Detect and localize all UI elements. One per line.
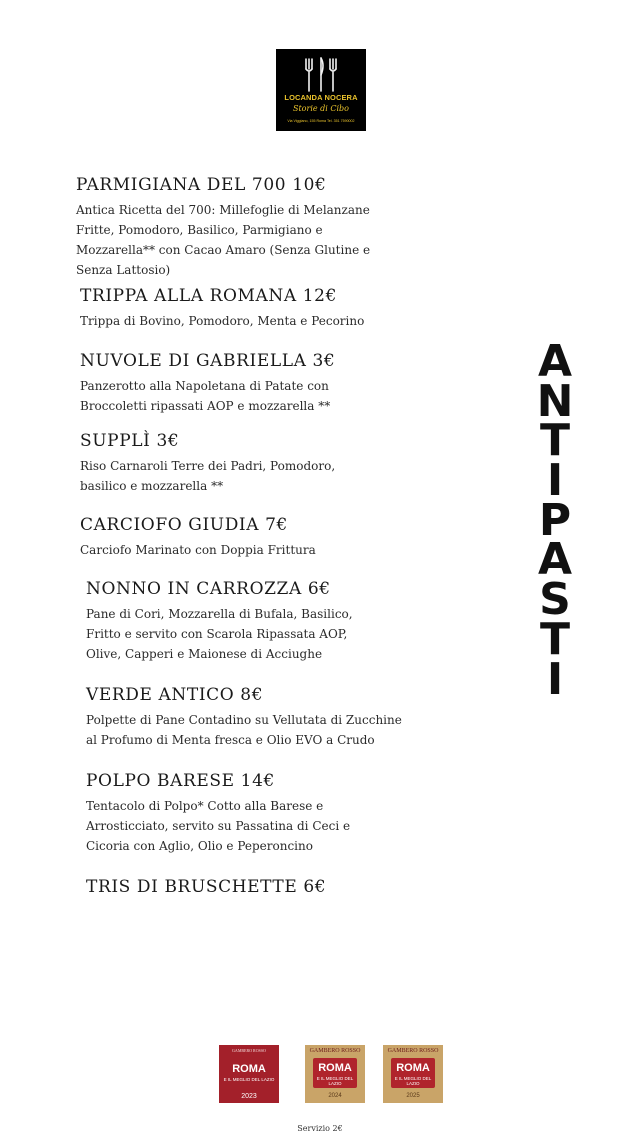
menu-item [80, 515, 316, 560]
section-title-vertical [532, 336, 578, 705]
description-line: Trippa di Bovino, Pomodoro, Menta e Pecorino [80, 314, 365, 328]
section-title-letter: N [536, 375, 574, 427]
cutlery-icon [276, 53, 366, 95]
badge-panel [313, 1058, 357, 1088]
description-line: Fritte, Pomodoro, Basilico, Parmigiano e [76, 223, 323, 237]
badge-publisher: GAMBERO ROSSO [232, 1048, 266, 1053]
menu-item-description [86, 604, 353, 664]
description-line: Carciofo Marinato con Doppia Frittura [80, 543, 316, 557]
description-line: Riso Carnaroli Terre dei Padri, Pomodoro, [80, 459, 336, 473]
description-line: Mozzarella** con Cacao Amaro (Senza Glutine e [76, 243, 371, 257]
logo-tagline: Storie di Cibo [292, 104, 349, 113]
section-title-letter: P [538, 494, 572, 546]
menu-item-description [80, 311, 364, 331]
description-line: Fritto e servito con Scarola Ripassata AOP, [86, 627, 348, 641]
description-line: Tentacolo di Polpo* Cotto alla Barese e [86, 799, 324, 813]
menu-item-description [80, 540, 316, 560]
section-title-letter: S [539, 574, 571, 626]
menu-item-description [80, 456, 335, 496]
menu-item-description [76, 200, 370, 280]
logo-name: LOCANDA NOCERA [284, 93, 358, 102]
badge-title: ROMA [232, 1063, 266, 1075]
description-line: Pane di Cori, Mozzarella di Bufala, Basilico, [86, 607, 353, 621]
menu-item-title: SUPPLÌ 3€ [80, 431, 180, 451]
menu-item [80, 286, 364, 331]
description-line: Cicoria con Aglio, Olio e Peperoncino [86, 839, 313, 853]
badge-subtitle: E IL MEGLIO DEL LAZIO [223, 1077, 275, 1082]
menu-item-title: TRIS DI BRUSCHETTE 6€ [86, 877, 327, 897]
description-line: Senza Lattosio) [76, 263, 171, 277]
menu-item [86, 579, 353, 664]
section-title-letter: I [546, 653, 564, 705]
badge-subtitle: E IL MEGLIO DEL LAZIO [316, 1076, 354, 1086]
menu-item [86, 685, 402, 750]
section-title-letter: T [539, 613, 570, 665]
description-line: al Profumo di Menta fresca e Olio EVO a Crudo [86, 733, 375, 747]
menu-item-title: NONNO IN CARROZZA 6€ [86, 579, 331, 599]
award-badge [383, 1045, 443, 1103]
section-title-letter: T [539, 415, 570, 467]
menu-item [86, 771, 350, 856]
badge-title: ROMA [396, 1062, 430, 1074]
menu-item-title: VERDE ANTICO 8€ [86, 685, 264, 705]
menu-item [80, 431, 335, 496]
description-line: Panzerotto alla Napoletana di Patate con [80, 379, 329, 393]
menu-item-title: CARCIOFO GIUDIA 7€ [80, 515, 288, 535]
menu-item-description [86, 710, 402, 750]
badge-panel [391, 1058, 435, 1088]
menu-item-title: NUVOLE DI GABRIELLA 3€ [80, 351, 336, 371]
description-line: basilico e mozzarella ** [80, 479, 224, 493]
description-line: Polpette di Pane Contadino su Vellutata di Zucchine [86, 713, 402, 727]
menu-item-title: PARMIGIANA DEL 700 10€ [76, 175, 327, 195]
section-title-letter: I [546, 455, 564, 507]
badge-year: 2025 [406, 1093, 420, 1099]
menu-item-title: POLPO BARESE 14€ [86, 771, 275, 791]
badge-subtitle: E IL MEGLIO DEL LAZIO [394, 1076, 432, 1086]
section-title-letter: A [537, 534, 573, 586]
menu-item [80, 351, 335, 416]
menu-item [86, 877, 326, 897]
badge-publisher: GAMBERO ROSSO [309, 1048, 361, 1054]
award-badge [219, 1045, 279, 1103]
logo-address: Via Viggiano, 155 Roma Tel. 351 7590002 [287, 119, 355, 123]
badge-title: ROMA [318, 1062, 352, 1074]
badge-publisher: GAMBERO ROSSO [387, 1048, 439, 1054]
menu-item-title: TRIPPA ALLA ROMANA 12€ [80, 286, 338, 306]
award-badge [305, 1045, 365, 1103]
menu-item-description [86, 796, 350, 856]
menu-item [76, 175, 370, 280]
badge-panel [219, 1059, 279, 1089]
section-title-letter: A [537, 336, 573, 387]
menu-item-description [80, 376, 335, 416]
description-line: Olive, Capperi e Maionese di Acciughe [86, 647, 323, 661]
badge-year: 2023 [241, 1093, 257, 1100]
description-line: Broccoletti ripassati AOP e mozzarella ** [80, 399, 331, 413]
badge-year: 2024 [328, 1093, 342, 1099]
restaurant-logo [276, 49, 366, 131]
description-line: Arrosticciato, servito su Passatina di Ceci e [86, 819, 351, 833]
description-line: Antica Ricetta del 700: Millefoglie di Melanzane [76, 203, 370, 217]
service-charge-note: Servizio 2€ [297, 1124, 343, 1133]
